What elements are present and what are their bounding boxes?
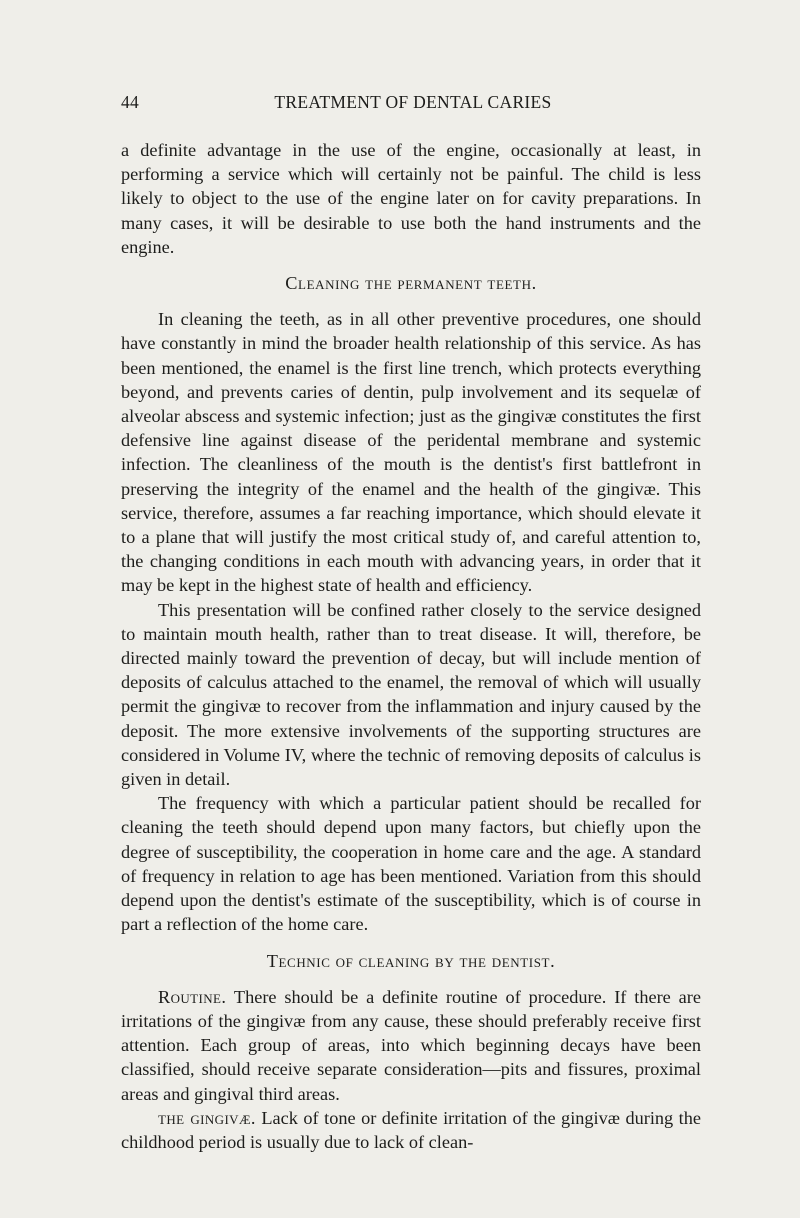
running-header [121,92,701,116]
paragraph: The frequency with which a particular patient should be recalled for cleaning the teeth should depend upon many factors, but chiefly upon the degree of susceptibility, the cooperation in home care and the age. A standard of frequency in relation to age has been mentioned. Variation from this should depend upon the dentist's estimate of the susceptibility, which is of course in part a reflection of the home care. [121,793,701,935]
paragraph-gingivae [121,1106,701,1154]
run-in-heading-routine: Routine. [158,986,227,1007]
running-title: TREATMENT OF DENTAL CARIES [274,92,552,112]
paragraph-text: Lack of tone or definite irritation of the gingivæ during the childhood period is usually due to lack of clean- [121,1107,701,1152]
section-heading-technic: Technic of cleaning by the dentist. [266,950,556,971]
paragraph-routine [121,985,701,1106]
paragraph-continued: a definite advantage in the use of the engine, occasionally at least, in performing a service which will certainly not be painful. The child is less likely to object to the use of the engine later on for cavity preparations. In many cases, it will be desirable to use both the hand instruments and the engine. [121,140,701,257]
paragraph: In cleaning the teeth, as in all other preventive procedures, one should have constantly in mind the broader health relationship of this service. As has been mentioned, the enamel is the first line trench, which protects everything beyond, and prevents caries of dentin, pulp involvement and its sequelæ of alveolar abscess and systemic infection; just as the gingivæ constitutes the first defensive line against disease of the peridental membrane and systemic infection. The cleanliness of the mouth is the dentist's first battlefront in preserving the integrity of the enamel and the health of the gingivæ. This service, therefore, assumes a far reaching importance, which should elevate it to a plane that will justify the most critical study of, and careful attention to, the changing conditions in each mouth with advancing years, in order that it may be kept in the highest state of health and efficiency. [121,309,701,596]
section-heading-cleaning: Cleaning the permanent teeth. [285,273,537,294]
page-number: 44 [121,92,140,112]
paragraph: This presentation will be confined rather closely to the service designed to maintain mouth health, rather than to treat disease. It will, therefore, be directed mainly toward the prevention of decay, but will include mention of deposits of calculus attached to the enamel, the removal of which will usually permit the gingivæ to recover from the inflammation and injury caused by the deposit. The more extensive involvements of the supporting structures are considered in Volume IV, where the technic of removing deposits of calculus is given in detail. [121,599,701,790]
page-body [121,138,701,1154]
paragraph-text: There should be a definite routine of procedure. If there are irritations of the gingivæ from any cause, these should preferably receive first attention. Each group of areas, into which beginning decays have been classified, should receive separate consideration—pits and fissures, proximal areas and gingival third areas. [121,986,701,1104]
run-in-heading-gingivae: the gingivæ. [158,1107,256,1128]
